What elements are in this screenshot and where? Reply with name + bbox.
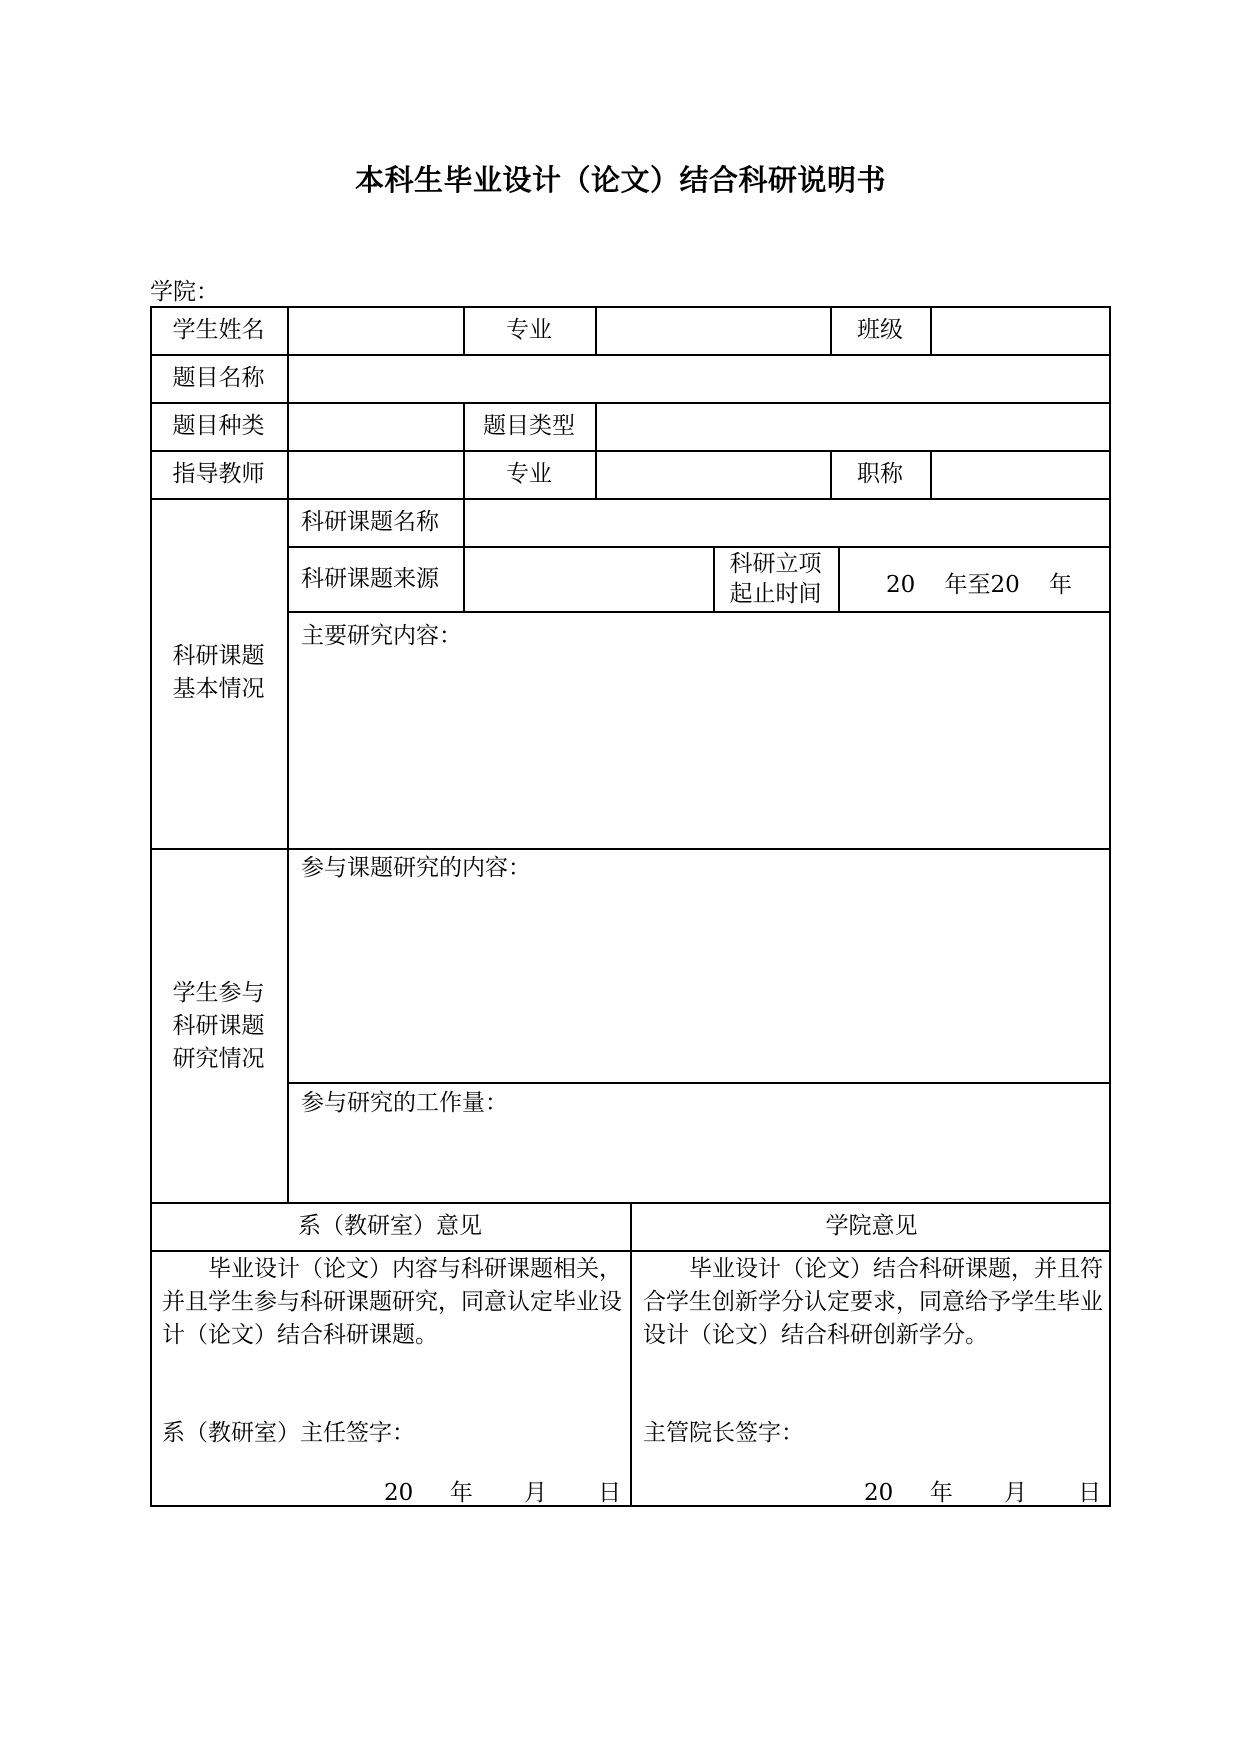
project-source-label: 科研课题来源: [301, 566, 439, 592]
student-name-field[interactable]: [289, 308, 463, 354]
college-opinion-header: 学院意见: [825, 1213, 918, 1239]
major-field[interactable]: [597, 308, 830, 354]
project-period: 20 年至20 年: [886, 572, 1073, 598]
advisor-label: 指导教师: [172, 461, 265, 487]
research-section-label: [150, 640, 287, 706]
participation-content-label: 参与课题研究的内容：: [301, 855, 531, 881]
topic-name-field[interactable]: [289, 356, 1109, 402]
participation-section-label: [150, 977, 287, 1076]
advisor-title-label: 职称: [857, 461, 903, 487]
student-name-label: 学生姓名: [172, 317, 265, 343]
start-end-line-2: 起止时间: [729, 581, 822, 607]
start-end-line-1: 科研立项: [729, 551, 822, 577]
college-date: 20 年 月 日: [864, 1480, 1102, 1506]
topic-category-label: 题目种类: [172, 413, 265, 439]
project-source-field[interactable]: [465, 548, 713, 611]
participation-section-line-2: 科研课题: [172, 1013, 265, 1039]
main-content-field[interactable]: [289, 655, 1109, 847]
college-opinion-text: 毕业设计（论文）结合科研课题，并且符合学生创新学分认定要求，同意给予学生毕业设计（论文）结合科研创新学分。: [643, 1256, 1103, 1348]
research-section-line-1: 科研课题: [172, 643, 265, 669]
topic-name-label: 题目名称: [172, 365, 265, 391]
document-title: 本科生毕业设计（论文）结合科研说明书: [354, 163, 886, 197]
workload-label: 参与研究的工作量：: [301, 1090, 508, 1116]
participation-content-field[interactable]: [289, 888, 1109, 1081]
advisor-field[interactable]: [289, 452, 463, 498]
topic-type-label: 题目类型: [483, 413, 575, 439]
participation-section-line-3: 研究情况: [172, 1046, 265, 1072]
topic-category-field[interactable]: [289, 404, 463, 450]
research-section-line-2: 基本情况: [172, 676, 265, 702]
college-label: 学院：: [150, 279, 219, 305]
dept-opinion-header: 系（教研室）意见: [298, 1213, 482, 1239]
dept-sign-field[interactable]: [420, 1412, 620, 1452]
dept-opinion-text: 毕业设计（论文）内容与科研课题相关，并且学生参与科研课题研究，同意认定毕业设计（论文）结合科研课题。: [162, 1256, 622, 1348]
advisor-major-field[interactable]: [597, 452, 830, 498]
major-label: 专业: [506, 317, 552, 343]
participation-section-line-1: 学生参与: [172, 980, 265, 1006]
advisor-major-label: 专业: [506, 461, 552, 487]
college-sign-field[interactable]: [820, 1412, 1100, 1452]
project-name-field[interactable]: [465, 500, 1109, 546]
class-field[interactable]: [932, 308, 1109, 354]
dept-date: 20 年 月 日: [384, 1480, 622, 1506]
start-end-label: [713, 549, 838, 609]
main-content-label: 主要研究内容：: [301, 623, 462, 649]
workload-field[interactable]: [289, 1122, 1109, 1202]
class-label: 班级: [857, 317, 903, 343]
dept-sign-label: 系（教研室）主任签字：: [162, 1420, 415, 1446]
college-sign-label: 主管院长签字：: [643, 1420, 804, 1446]
topic-type-field[interactable]: [597, 404, 1109, 450]
advisor-title-field[interactable]: [932, 452, 1109, 498]
project-name-label: 科研课题名称: [301, 509, 439, 535]
